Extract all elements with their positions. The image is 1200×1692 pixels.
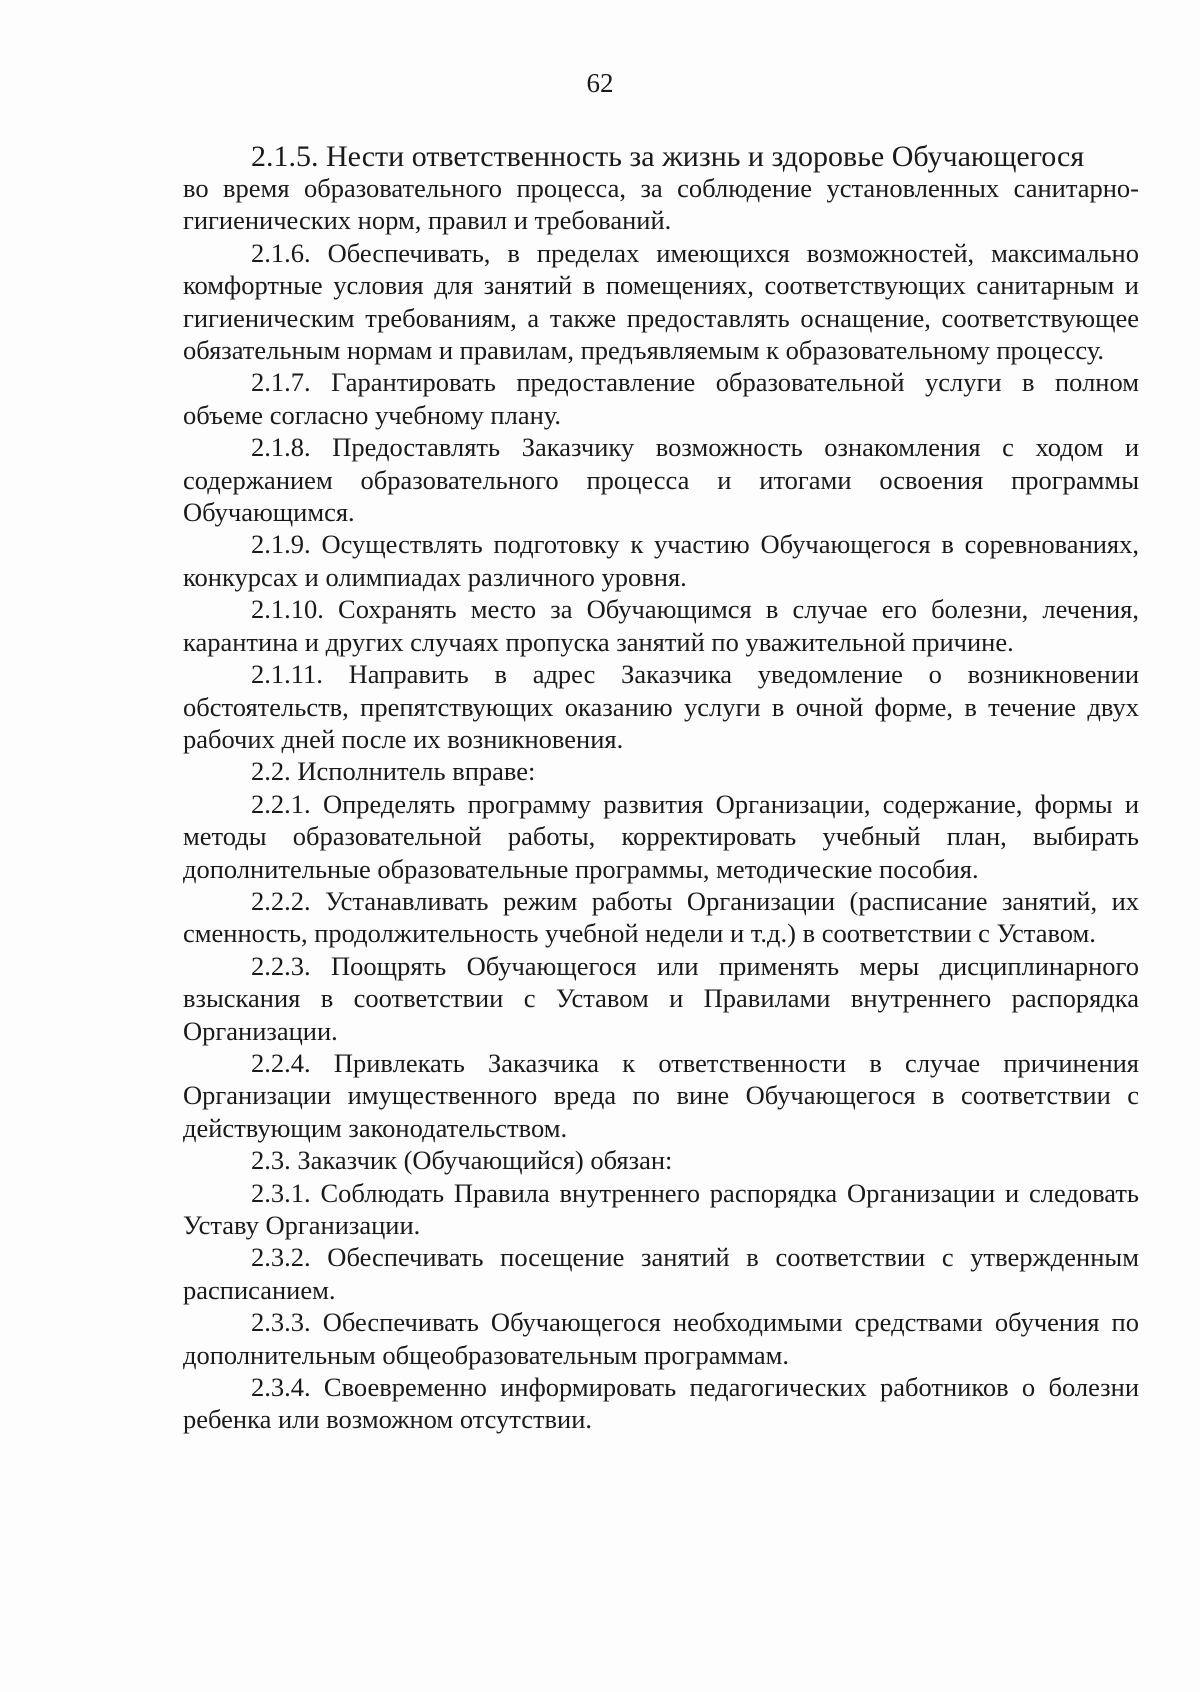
page-number: 62 [586, 68, 614, 98]
paragraph-2-1-5: 2.1.5. Нести ответственность за жизнь и здоровье Обучающегося [251, 140, 1085, 173]
paragraph-2-1-7: 2.1.7. Гарантировать предоставление образовательной услуги в полном объеме согласно учебному плану. [183, 367, 1139, 430]
paragraph-2-2-2: 2.2.2. Устанавливать режим работы Организации (расписание занятий, их сменность, продолжительность учебной недели и т.д.) в соответствии с Уставом. [183, 885, 1139, 949]
paragraph-2-1-10: 2.1.10. Сохранять место за Обучающимся в случае его болезни, лечения, карантина и других случаях пропуска занятий по уважительной причине. [183, 594, 1139, 657]
paragraph-2-3-2: 2.3.2. Обеспечивать посещение занятий в соответствии с утвержденным расписанием. [183, 1242, 1139, 1305]
document-body [183, 138, 1139, 1436]
paragraph-2-1-8: 2.1.8. Предоставлять Заказчику возможность ознакомления с ходом и содержанием образовательного процесса и итогами освоения программы Обучающимся. [183, 432, 1139, 528]
paragraph-2-1-5-continuation: во время образовательного процесса, за соблюдение установленных санитарно-гигиенических норм, правил и требований. [183, 173, 1139, 236]
paragraph-2-2-3: 2.2.3. Поощрять Обучающегося или применять меры дисциплинарного взыскания в соответствии с Уставом и Правилами внутреннего распорядка Организации. [183, 950, 1139, 1046]
paragraph-2-1-9: 2.1.9. Осуществлять подготовку к участию Обучающегося в соревнованиях, конкурсах и олимпиадах различного уровня. [183, 529, 1139, 592]
paragraph-2-3-4: 2.3.4. Своевременно информировать педагогических работников о болезни ребенка или возможном отсутствии. [183, 1372, 1139, 1435]
paragraph-2-3-3: 2.3.3. Обеспечивать Обучающегося необходимыми средствами обучения по дополнительным общеобразовательным программам. [183, 1307, 1139, 1370]
paragraph-2-1-6: 2.1.6. Обеспечивать, в пределах имеющихся возможностей, максимально комфортные условия для занятий в помещениях, соответствующих санитарным и гигиеническим требованиям, а также предоставлять оснащение, соответствующее обязательным нормам и правилам, предъявляемым к образовательному процессу. [183, 237, 1139, 366]
paragraph-2-3-1: 2.3.1. Соблюдать Правила внутреннего распорядка Организации и следовать Уставу Организации. [183, 1177, 1139, 1240]
section-heading-2-2: 2.2. Исполнитель вправе: [251, 756, 536, 787]
paragraph-2-2-4: 2.2.4. Привлекать Заказчика к ответственности в случае причинения Организации имущественного вреда по вине Обучающегося в соответствии с действующим законодательством. [183, 1047, 1139, 1143]
paragraph-2-1-11: 2.1.11. Направить в адрес Заказчика уведомление о возникновении обстоятельств, препятствующих оказанию услуги в очной форме, в течение двух рабочих дней после их возникновения. [183, 659, 1139, 754]
section-heading-2-3: 2.3. Заказчик (Обучающийся) обязан: [251, 1145, 673, 1176]
paragraph-2-2-1: 2.2.1. Определять программу развития Организации, содержание, формы и методы образовательной работы, корректировать учебный план, выбирать дополнительные образовательные программы, методические пособия. [183, 788, 1139, 884]
